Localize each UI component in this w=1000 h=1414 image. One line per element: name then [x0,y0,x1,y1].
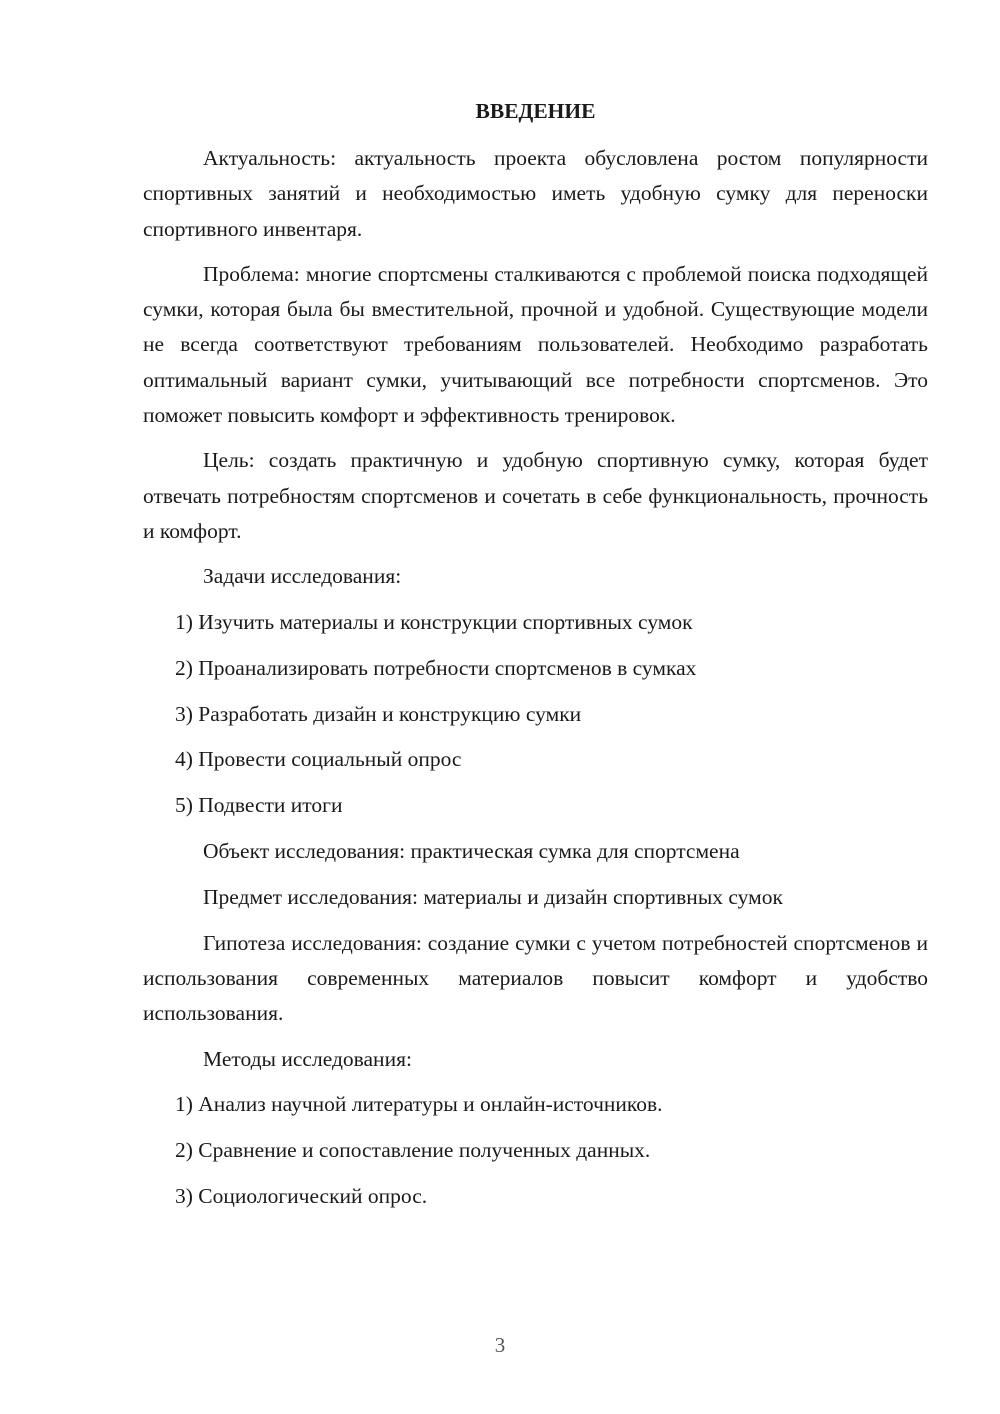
relevance-paragraph: Актуальность: актуальность проекта обусловлена ростом популярности спортивных занятий и необходимостью иметь удобную сумку для переноски спортивного инвентаря. [143,146,928,241]
methods-title: Методы исследования: [203,1046,412,1071]
problem-paragraph: Проблема: многие спортсмены сталкиваются с проблемой поиска подходящей сумки, которая была бы вместительной, прочной и удобной. Существующие модели не всегда соответствуют требованиям пользователей. Необходимо разработать оптимальный вариант сумки, учитывающий все потребности спортсменов. Это поможет повысить комфорт и эффективность тренировок. [143,261,928,428]
task-item: 4) Провести социальный опрос [175,747,462,772]
document-page [143,94,928,1225]
tasks-list [143,605,928,823]
page-number: 3 [494,1333,506,1357]
methods-list [143,1087,928,1214]
method-item: 1) Анализ научной литературы и онлайн-источников. [175,1092,663,1117]
object-paragraph: Объект исследования: практическая сумка для спортсмена [203,839,740,864]
task-item: 1) Изучить материалы и конструкции спортивных сумок [175,610,693,635]
method-item: 2) Сравнение и сопоставление полученных данных. [175,1138,651,1163]
method-item: 3) Социологический опрос. [175,1183,428,1208]
section-heading: ВВЕДЕНИЕ [475,99,596,123]
subject-paragraph: Предмет исследования: материалы и дизайн спортивных сумок [203,884,783,909]
task-item: 2) Проанализировать потребности спортсменов в сумках [175,655,697,680]
tasks-title: Задачи исследования: [203,564,402,589]
task-item: 3) Разработать дизайн и конструкцию сумки [175,701,582,726]
task-item: 5) Подвести итоги [175,793,343,818]
hypothesis-paragraph: Гипотеза исследования: создание сумки с учетом потребностей спортсменов и использования современных материалов повысит комфорт и удобство использования. [143,930,928,1026]
goal-paragraph: Цель: создать практичную и удобную спортивную сумку, которая будет отвечать потребностям спортсменов и сочетать в себе функциональность, прочность и комфорт. [143,448,928,543]
